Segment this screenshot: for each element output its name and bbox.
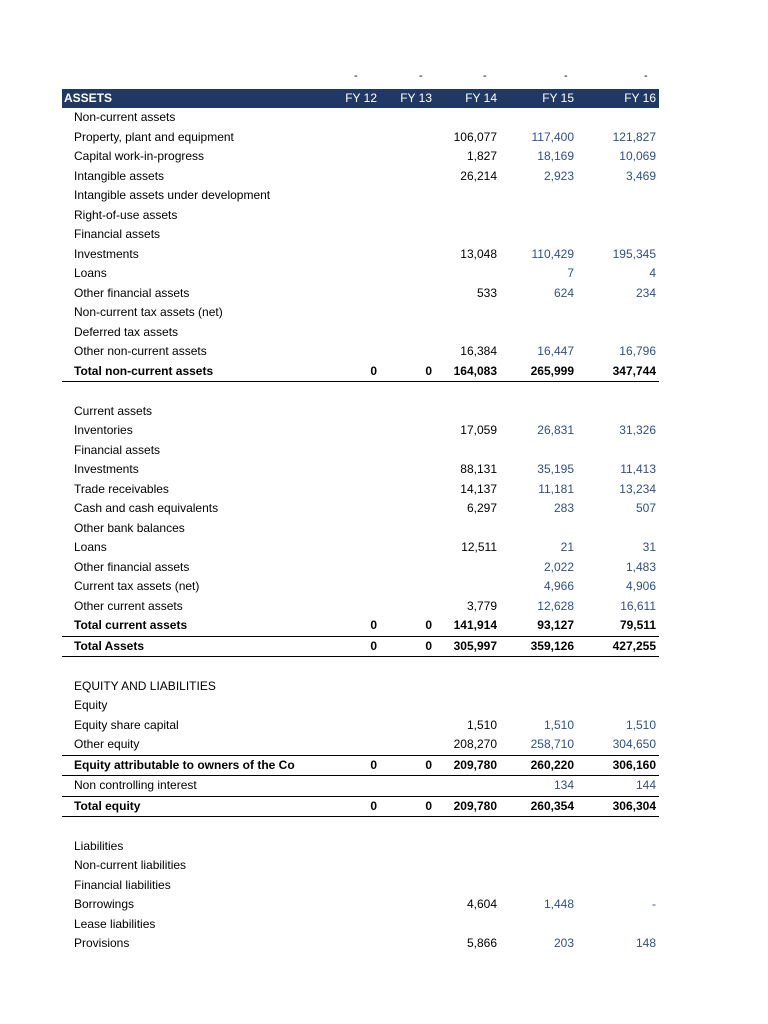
cell-value: 0 xyxy=(370,363,377,378)
table-row xyxy=(62,480,659,500)
cell-value: 0 xyxy=(425,757,432,772)
row-label: Other equity xyxy=(74,737,140,751)
header-dash: - xyxy=(354,70,358,82)
table-row xyxy=(62,206,659,226)
table-row xyxy=(62,895,659,915)
table-row xyxy=(62,460,659,480)
row-label: Borrowings xyxy=(74,897,135,911)
table-row xyxy=(62,856,659,876)
cell-value: 148 xyxy=(635,936,656,950)
cell-value: 13,234 xyxy=(619,481,656,496)
cell-value: 1,510 xyxy=(466,717,497,732)
table-body xyxy=(62,108,659,954)
table-row xyxy=(62,323,659,343)
total-row xyxy=(62,616,659,637)
year-header-fy15: FY 15 xyxy=(542,91,574,105)
cell-value: 0 xyxy=(370,638,377,653)
row-label: Other non-current assets xyxy=(74,344,207,358)
cell-value: 6,297 xyxy=(466,501,497,515)
header-dash: - xyxy=(483,70,487,82)
cell-value: 16,611 xyxy=(620,598,656,613)
cell-value: 26,831 xyxy=(537,423,574,437)
row-label: Provisions xyxy=(74,936,130,950)
cell-value: 88,131 xyxy=(460,462,497,476)
cell-value: 347,744 xyxy=(612,363,656,378)
total-row xyxy=(62,362,659,383)
table-row xyxy=(62,934,659,954)
cell-value: 3,469 xyxy=(625,168,656,183)
cell-value: 306,160 xyxy=(612,757,656,772)
row-label: Loans xyxy=(74,540,107,554)
year-header-fy12: FY 12 xyxy=(345,91,377,105)
header-dash: - xyxy=(564,70,568,82)
table-row xyxy=(62,677,659,697)
row-label: Inventories xyxy=(74,423,133,437)
cell-value: 10,069 xyxy=(619,149,656,163)
cell-value: 427,255 xyxy=(612,638,656,653)
cell-value: 304,650 xyxy=(612,737,656,751)
cell-value: 0 xyxy=(425,638,432,653)
row-label: Financial assets xyxy=(74,227,161,241)
table-row xyxy=(62,837,659,857)
cell-value: 16,796 xyxy=(619,344,656,358)
cell-value: 203 xyxy=(553,936,574,950)
total-row xyxy=(62,796,659,818)
balance-sheet xyxy=(62,70,659,954)
table-row xyxy=(62,716,659,736)
row-label: Other financial assets xyxy=(74,285,190,300)
spacer-row xyxy=(62,817,659,837)
cell-value: 2,022 xyxy=(543,559,574,574)
row-label: Non controlling interest xyxy=(74,778,197,792)
year-header-fy13: FY 13 xyxy=(400,91,432,105)
cell-value: 3,779 xyxy=(466,598,497,613)
row-label: Total non-current assets xyxy=(74,363,214,378)
cell-value: 234 xyxy=(635,285,656,300)
cell-value: - xyxy=(652,897,656,911)
cell-value: 283 xyxy=(553,501,574,515)
table-row xyxy=(62,108,659,128)
cell-value: 164,083 xyxy=(453,363,497,378)
year-header-fy16: FY 16 xyxy=(624,91,656,105)
cell-value: 208,270 xyxy=(453,737,497,751)
cell-value: 21 xyxy=(560,540,574,554)
row-label: Deferred tax assets xyxy=(74,324,179,339)
header-dash: - xyxy=(419,70,423,82)
cell-value: 209,780 xyxy=(453,798,497,813)
cell-value: 31,326 xyxy=(619,423,656,437)
cell-value: 12,511 xyxy=(461,540,497,554)
row-label: Investments xyxy=(74,462,139,476)
row-label: Non-current tax assets (net) xyxy=(74,305,223,319)
table-row xyxy=(62,499,659,519)
cell-value: 0 xyxy=(370,618,377,632)
row-label: Right-of-use assets xyxy=(74,207,178,222)
cell-value: 0 xyxy=(425,363,432,378)
cell-value: 134 xyxy=(553,778,574,792)
row-label: Cash and cash equivalents xyxy=(74,501,219,515)
cell-value: 260,354 xyxy=(530,798,574,813)
cell-value: 258,710 xyxy=(530,737,574,751)
table-row xyxy=(62,558,659,578)
cell-value: 1,510 xyxy=(543,717,574,732)
table-row xyxy=(62,915,659,935)
table-row xyxy=(62,303,659,323)
table-row xyxy=(62,402,659,422)
cell-value: 5,866 xyxy=(466,936,497,950)
table-row xyxy=(62,186,659,206)
cell-value: 7 xyxy=(567,266,574,280)
cell-value: 306,304 xyxy=(612,798,656,813)
cell-value: 14,137 xyxy=(460,481,497,496)
cell-value: 1,827 xyxy=(466,149,497,163)
cell-value: 117,400 xyxy=(531,129,574,144)
cell-value: 0 xyxy=(425,798,432,813)
row-label: Lease liabilities xyxy=(74,916,156,931)
row-label: Capital work-in-progress xyxy=(74,149,205,163)
row-label: Property, plant and equipment xyxy=(74,129,234,144)
cell-value: 4 xyxy=(649,266,656,280)
table-row xyxy=(62,284,659,304)
table-row xyxy=(62,735,659,755)
cell-value: 2,923 xyxy=(543,168,574,183)
cell-value: 260,220 xyxy=(530,757,574,772)
cell-value: 110,429 xyxy=(531,246,574,261)
cell-value: 4,604 xyxy=(466,897,497,911)
table-row xyxy=(62,696,659,716)
header-dash: - xyxy=(644,70,648,82)
table-row xyxy=(62,421,659,441)
row-label: Intangible assets under development xyxy=(74,188,271,202)
row-label: EQUITY AND LIABILITIES xyxy=(74,678,216,693)
row-label: Current assets xyxy=(74,403,153,418)
table-row xyxy=(62,225,659,245)
table-row xyxy=(62,776,659,796)
spacer-row xyxy=(62,382,659,402)
cell-value: 195,345 xyxy=(612,246,656,261)
spacer-row xyxy=(62,657,659,677)
row-label: Total current assets xyxy=(74,618,188,632)
table-row xyxy=(62,167,659,187)
cell-value: 0 xyxy=(425,618,432,632)
row-label: Equity share capital xyxy=(74,717,179,732)
table-row xyxy=(62,441,659,461)
table-row xyxy=(62,128,659,148)
cell-value: 35,195 xyxy=(537,462,574,476)
cell-value: 624 xyxy=(553,285,574,300)
row-label: Other financial assets xyxy=(74,559,190,574)
cell-value: 31 xyxy=(642,540,656,554)
table-row xyxy=(62,597,659,617)
cell-value: 106,077 xyxy=(453,129,497,144)
cell-value: 141,914 xyxy=(453,618,497,632)
header-dash-row xyxy=(62,70,659,89)
cell-value: 121,827 xyxy=(612,129,656,144)
cell-value: 26,214 xyxy=(460,168,497,183)
cell-value: 18,169 xyxy=(537,149,574,163)
cell-value: 359,126 xyxy=(530,638,574,653)
cell-value: 507 xyxy=(635,501,656,515)
total-row xyxy=(62,755,659,777)
cell-value: 0 xyxy=(370,798,377,813)
row-label: Total Assets xyxy=(74,638,145,653)
cell-value: 1,448 xyxy=(543,897,574,911)
cell-value: 1,510 xyxy=(625,717,656,732)
year-header-fy14: FY 14 xyxy=(465,91,497,105)
row-label: Other bank balances xyxy=(74,520,185,535)
cell-value: 93,127 xyxy=(537,618,574,632)
table-row xyxy=(62,264,659,284)
row-label: Non-current liabilities xyxy=(74,858,187,872)
row-label: Financial assets xyxy=(74,442,161,457)
table-row xyxy=(62,147,659,167)
cell-value: 13,048 xyxy=(460,246,497,261)
row-label: Intangible assets xyxy=(74,168,165,183)
cell-value: 4,906 xyxy=(625,579,656,593)
cell-value: 533 xyxy=(476,285,497,300)
row-label: Loans xyxy=(74,266,107,280)
table-row xyxy=(62,876,659,896)
row-label: Trade receivables xyxy=(74,481,169,496)
cell-value: 16,384 xyxy=(460,344,497,358)
row-label: Equity xyxy=(74,698,108,712)
row-label: Financial liabilities xyxy=(74,877,171,892)
table-row xyxy=(62,519,659,539)
cell-value: 209,780 xyxy=(453,757,497,772)
cell-value: 12,628 xyxy=(537,598,574,613)
assets-header-label: ASSETS xyxy=(64,91,113,105)
row-label: Total equity xyxy=(74,798,141,813)
table-row xyxy=(62,577,659,597)
cell-value: 144 xyxy=(635,778,656,792)
row-label: Other current assets xyxy=(74,598,183,613)
row-label: Equity attributable to owners of the Co xyxy=(74,757,295,772)
table-row xyxy=(62,342,659,362)
cell-value: 11,181 xyxy=(538,481,574,496)
cell-value: 305,997 xyxy=(453,638,497,653)
cell-value: 17,059 xyxy=(460,423,497,437)
total-row xyxy=(62,637,659,658)
table-row xyxy=(62,245,659,265)
cell-value: 1,483 xyxy=(625,559,656,574)
row-label: Investments xyxy=(74,246,139,261)
cell-value: 79,511 xyxy=(619,618,656,632)
assets-header-row xyxy=(62,89,659,108)
table-row xyxy=(62,538,659,558)
row-label: Non-current assets xyxy=(74,110,176,124)
cell-value: 11,413 xyxy=(620,462,656,476)
row-label: Liabilities xyxy=(74,838,124,853)
cell-value: 265,999 xyxy=(530,363,574,378)
cell-value: 0 xyxy=(370,757,377,772)
cell-value: 16,447 xyxy=(537,344,574,358)
row-label: Current tax assets (net) xyxy=(74,579,200,593)
cell-value: 4,966 xyxy=(543,579,574,593)
